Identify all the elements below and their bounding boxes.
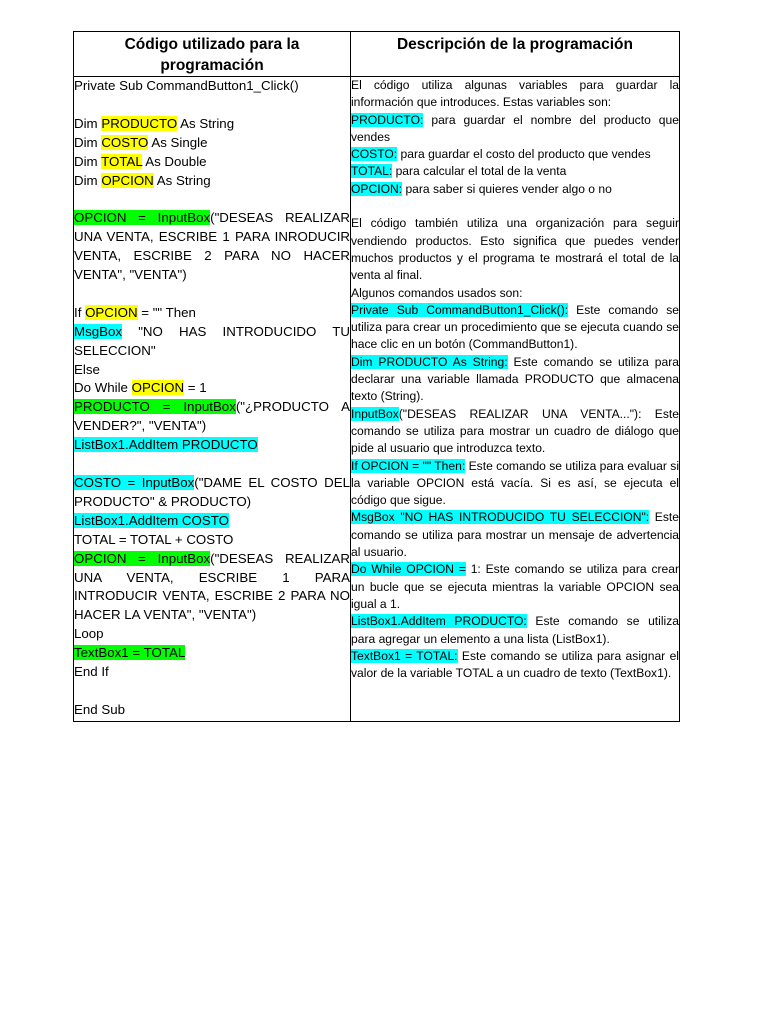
code-line-dim-producto: Dim PRODUCTO As String bbox=[74, 115, 235, 131]
code-line-if: If OPCION = "" Then bbox=[74, 304, 196, 320]
code-line-producto-inputbox: PRODUCTO = InputBox("¿PRODUCTO A VENDER?", "VENTA") bbox=[74, 399, 350, 434]
desc-cmd-msgbox: MsgBox "NO HAS INTRODUCIDO TU SELECCION": Este comando se utiliza para mostrar un mensaje de advertencia al usuario. bbox=[351, 510, 679, 560]
code-line-sub: Private Sub CommandButton1_Click() bbox=[74, 78, 299, 93]
code-line-textbox: TextBox1 = TOTAL bbox=[74, 645, 186, 661]
code-line-listbox-costo: ListBox1.AddItem COSTO bbox=[74, 512, 229, 528]
desc-cmd-dim: Dim PRODUCTO As String: Este comando se utiliza para declarar una variable llamada PRODUCTO que almacena texto (String). bbox=[351, 354, 679, 404]
code-line-end-sub: End Sub bbox=[74, 701, 126, 717]
code-cell bbox=[74, 77, 351, 722]
code-line-dim-costo: Dim COSTO As Single bbox=[74, 134, 208, 150]
desc-organization: El código también utiliza una organización para seguir vendiendo productos. Esto significa que puedes vender muchos productos y el programa te mostrará el total de la venta al final. bbox=[351, 216, 679, 283]
desc-var-opcion: OPCION: para saber si quieres vender algo o no bbox=[351, 181, 612, 196]
desc-cmd-inputbox: InputBox("DESEAS REALIZAR UNA VENTA..."): Este comando se utiliza para mostrar un cuadro de diálogo que pide al usuario que introduzca texto. bbox=[351, 406, 679, 456]
header-code: Código utilizado para la programación bbox=[74, 32, 351, 77]
code-line-else: Else bbox=[74, 361, 100, 377]
desc-var-total: TOTAL: para calcular el total de la venta bbox=[351, 164, 567, 179]
code-line-loop: Loop bbox=[74, 626, 104, 642]
code-line-listbox-producto: ListBox1.AddItem PRODUCTO bbox=[74, 437, 258, 453]
desc-var-costo: COSTO: para guardar el costo del producto que vendes bbox=[351, 147, 651, 162]
desc-var-producto: PRODUCTO: para guardar el nombre del producto que vendes bbox=[351, 112, 679, 144]
desc-cmd-textbox: TextBox1 = TOTAL: Este comando se utiliza para asignar el valor de la variable TOTAL a un cuadro de texto (TextBox1). bbox=[351, 648, 679, 681]
desc-commands-intro: Algunos comandos usados son: bbox=[351, 285, 523, 300]
desc-cmd-sub: Private Sub CommandButton1_Click(): Este comando se utiliza para crear un procedimiento que se ejecuta cuando se hace clic en un botón (CommandButton1). bbox=[351, 302, 679, 352]
desc-cmd-listbox: ListBox1.AddItem PRODUCTO: Este comando se utiliza para agregar un elemento a una lista (ListBox1). bbox=[351, 614, 679, 646]
desc-cmd-if: If OPCION = "" Then: Este comando se utiliza para evaluar si la variable OPCION está vacía. Si es así, se ejecuta el código que sigue. bbox=[351, 458, 680, 508]
code-line-dim-total: Dim TOTAL As Double bbox=[74, 153, 207, 169]
code-line-msgbox: MsgBox "NO HAS INTRODUCIDO TU SELECCION" bbox=[74, 323, 350, 358]
code-line-opcion-inputbox-2: OPCION = InputBox("DESEAS REALIZAR UNA VENTA, ESCRIBE 1 PARA INTRODUCIR VENTA, ESCRIBE 2 PARA NO HACER LA VENTA", "VENTA") bbox=[74, 550, 350, 623]
table-body-row bbox=[74, 77, 680, 722]
programming-table bbox=[73, 31, 680, 722]
code-line-end-if: End If bbox=[74, 664, 109, 680]
description-cell bbox=[351, 77, 680, 722]
code-line-opcion-inputbox: OPCION = InputBox("DESEAS REALIZAR UNA VENTA, ESCRIBE 1 PARA INRODUCIR VENTA, ESCRIBE 2 PARA NO HACER VENTA", "VENTA") bbox=[74, 210, 350, 283]
table-header-row bbox=[74, 32, 680, 77]
code-line-dim-opcion: Dim OPCION As String bbox=[74, 172, 211, 188]
desc-cmd-do-while: Do While OPCION = 1: Este comando se utiliza para crear un bucle que se ejecuta mientras la variable OPCION sea igual a 1. bbox=[351, 562, 679, 611]
header-description: Descripción de la programación bbox=[351, 32, 680, 77]
code-line-costo-inputbox: COSTO = InputBox("DAME EL COSTO DEL PRODUCTO" & PRODUCTO) bbox=[74, 474, 350, 509]
code-line-do-while: Do While OPCION = 1 bbox=[74, 380, 207, 396]
desc-intro: El código utiliza algunas variables para guardar la información que introduces. Estas variables son: bbox=[351, 78, 679, 110]
code-line-total: TOTAL = TOTAL + COSTO bbox=[74, 531, 234, 547]
